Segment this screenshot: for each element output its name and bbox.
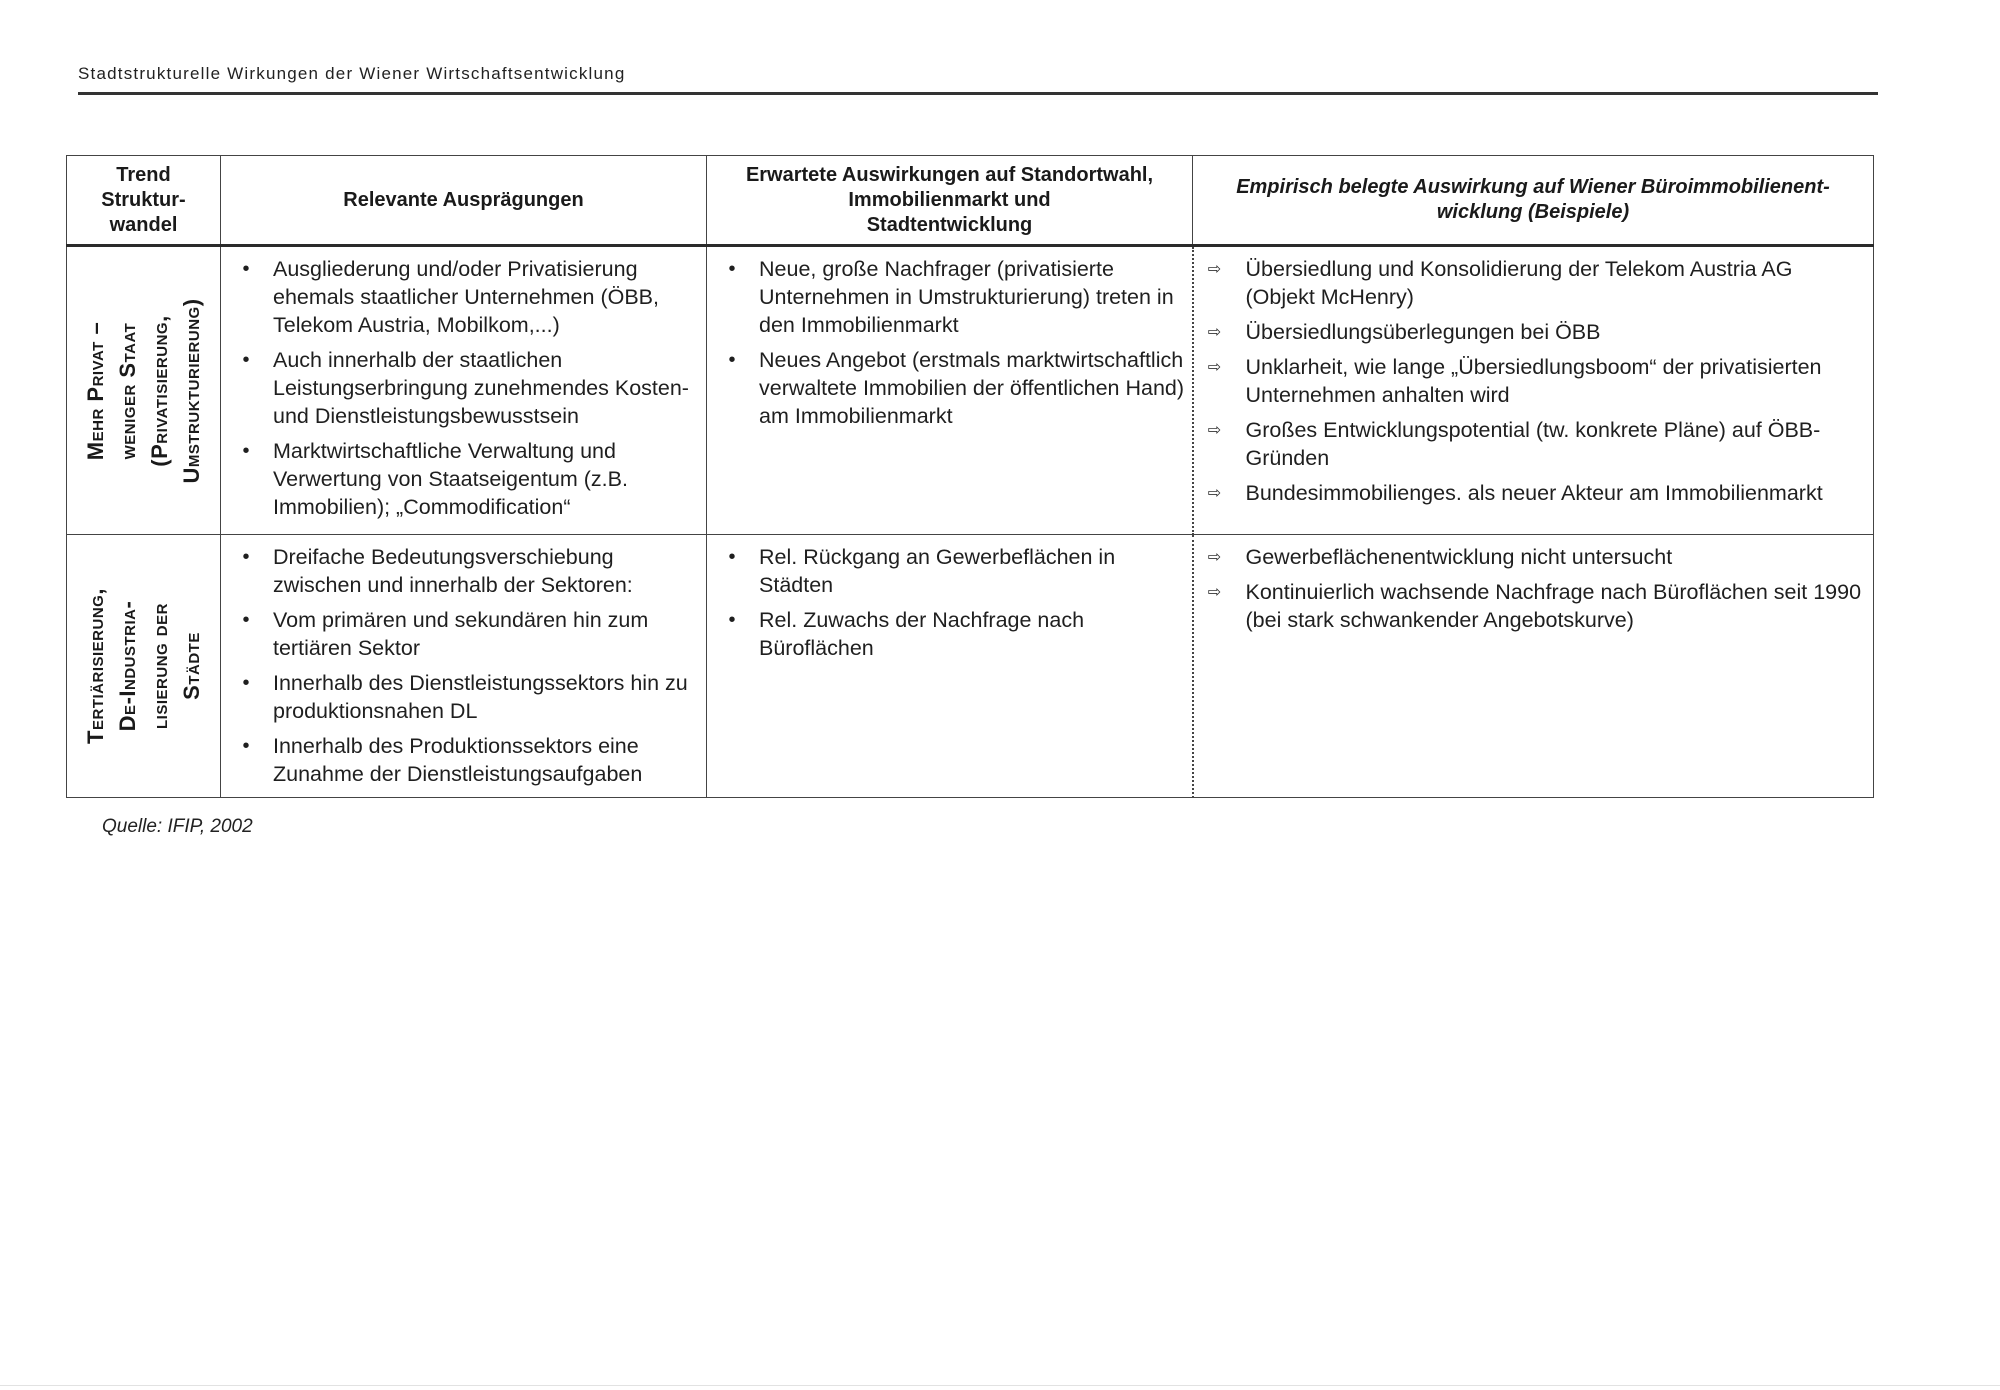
header-trend-line: Struktur- xyxy=(101,188,186,211)
list-item-text: Auch innerhalb der staatlichen Leistungserbringung zunehmendes Kosten- und Dienstleistungsbewusstsein xyxy=(273,348,689,428)
header-empirical-line: Empirisch belegte Auswirkung auf Wiener Büroimmobilienent- xyxy=(1236,176,1830,198)
trend-label-line: weniger Staat xyxy=(114,322,140,459)
trend-label-line: De-Industria- xyxy=(114,600,140,732)
header-rule xyxy=(78,92,1878,95)
header-empirical xyxy=(1193,156,1874,246)
arrow-right-icon: ⇨ xyxy=(1207,359,1222,376)
relevant-cell xyxy=(221,246,707,535)
bullet-icon: • xyxy=(242,440,250,462)
bullet-icon: • xyxy=(728,609,736,631)
list-item-text: Übersiedlungsüberlegungen bei ÖBB xyxy=(1245,320,1601,344)
list-item-text: Rel. Rückgang an Gewerbeflächen in Städten xyxy=(759,545,1116,597)
header-relevant: Relevante Ausprägungen xyxy=(221,156,707,246)
list-item-text: Vom primären und sekundären hin zum tertiären Sektor xyxy=(273,608,649,660)
list-item-text: Rel. Zuwachs der Nachfrage nach Büroflächen xyxy=(759,608,1085,660)
empirical-cell xyxy=(1193,246,1874,535)
bullet-icon: • xyxy=(242,735,250,757)
list-item-text: Innerhalb des Dienstleistungssektors hin zu produktionsnahen DL xyxy=(273,671,688,723)
arrow-right-icon: ⇨ xyxy=(1207,584,1222,601)
relevant-cell xyxy=(221,535,707,798)
trend-label-line: Umstrukturierung) xyxy=(178,297,204,484)
page-header: Stadtstrukturelle Wirkungen der Wiener Wirtschaftsentwicklung xyxy=(78,64,626,83)
trend-label-line: lisierung der xyxy=(146,603,172,729)
list-item-text: Marktwirtschaftliche Verwaltung und Verwertung von Staatseigentum (z.B. Immobilien); „Commodification“ xyxy=(273,439,628,519)
trend-label xyxy=(80,588,208,744)
source-note: Quelle: IFIP, 2002 xyxy=(102,816,253,837)
bullet-icon: • xyxy=(728,258,736,280)
list-item xyxy=(229,732,700,788)
list-item-text: Großes Entwicklungspotential (tw. konkrete Pläne) auf ÖBB-Gründen xyxy=(1245,418,1821,470)
list-item xyxy=(715,346,1186,430)
list-item xyxy=(229,437,700,521)
header-expected-line: Stadtentwicklung xyxy=(866,213,1033,236)
list-item xyxy=(1202,255,1868,311)
list-item xyxy=(1202,318,1868,346)
arrow-right-icon: ⇨ xyxy=(1207,422,1222,439)
list-item-text: Übersiedlung und Konsolidierung der Telekom Austria AG (Objekt McHenry) xyxy=(1245,257,1793,309)
trend-label-line: (Privatisierung, xyxy=(146,314,172,467)
list-item xyxy=(715,543,1186,599)
empirical-cell xyxy=(1193,535,1874,798)
arrow-right-icon: ⇨ xyxy=(1207,549,1222,566)
arrow-right-icon: ⇨ xyxy=(1207,324,1222,341)
header-expected-line: Erwartete Auswirkungen auf Standortwahl, xyxy=(745,163,1154,186)
arrow-right-icon: ⇨ xyxy=(1207,485,1222,502)
header-expected-line: Immobilienmarkt und xyxy=(848,188,1051,211)
header-row xyxy=(67,156,1874,246)
list-item-text: Unklarheit, wie lange „Übersiedlungsboom“ der privatisierten Unternehmen anhalten wird xyxy=(1245,355,1822,407)
trend-label xyxy=(80,298,208,483)
expected-cell xyxy=(707,246,1193,535)
list-item-text: Ausgliederung und/oder Privatisierung ehemals staatlicher Unternehmen (ÖBB, Telekom Austria, Mobilkom,...) xyxy=(273,257,659,337)
list-item xyxy=(229,669,700,725)
table-row xyxy=(67,246,1874,535)
trend-cell-privatisation xyxy=(67,246,221,535)
trend-table-wrapper xyxy=(66,155,1873,798)
list-item-text: Neue, große Nachfrager (privatisierte Unternehmen in Umstrukturierung) treten in den Immobilienmarkt xyxy=(759,257,1174,337)
expected-list xyxy=(707,255,1192,430)
expected-cell xyxy=(707,535,1193,798)
empirical-list xyxy=(1194,255,1874,507)
empirical-list xyxy=(1194,543,1874,634)
header-trend xyxy=(67,156,221,246)
header-trend-line: wandel xyxy=(109,213,178,236)
page-edge-line xyxy=(0,1385,2000,1386)
bullet-icon: • xyxy=(728,546,736,568)
trend-table xyxy=(66,155,1874,798)
relevant-list xyxy=(221,543,706,788)
bullet-icon: • xyxy=(242,546,250,568)
list-item xyxy=(715,606,1186,662)
bullet-icon: • xyxy=(242,349,250,371)
arrow-right-icon: ⇨ xyxy=(1207,261,1222,278)
list-item-text: Gewerbeflächenentwicklung nicht untersucht xyxy=(1245,545,1673,569)
trend-label-line: Städte xyxy=(178,632,204,700)
header-trend-line: Trend xyxy=(116,163,171,186)
list-item xyxy=(715,255,1186,339)
list-item-text: Dreifache Bedeutungsverschiebung zwischen und innerhalb der Sektoren: xyxy=(273,545,633,597)
bullet-icon: • xyxy=(242,258,250,280)
list-item-text: Neues Angebot (erstmals marktwirtschaftlich verwaltete Immobilien der öffentlichen Hand) am Immobilienmarkt xyxy=(759,348,1185,428)
list-item xyxy=(229,255,700,339)
bullet-icon: • xyxy=(728,349,736,371)
list-item xyxy=(229,606,700,662)
list-item xyxy=(229,346,700,430)
list-item-text: Kontinuierlich wachsende Nachfrage nach Büroflächen seit 1990 (bei stark schwankender Angebotskurve) xyxy=(1245,580,1862,632)
relevant-list xyxy=(221,255,706,521)
list-item xyxy=(1202,578,1868,634)
expected-list xyxy=(707,543,1192,662)
trend-label-line: Tertiärisierung, xyxy=(82,588,108,744)
list-item-text: Bundesimmobilienges. als neuer Akteur am Immobilienmarkt xyxy=(1245,481,1823,505)
table-row xyxy=(67,535,1874,798)
bullet-icon: • xyxy=(242,609,250,631)
list-item xyxy=(1202,416,1868,472)
list-item xyxy=(1202,479,1868,507)
list-item xyxy=(1202,353,1868,409)
bullet-icon: • xyxy=(242,672,250,694)
trend-label-line: Mehr Privat – xyxy=(82,321,108,460)
list-item-text: Innerhalb des Produktionssektors eine Zunahme der Dienstleistungsaufgaben xyxy=(273,734,643,786)
header-empirical-line: wicklung (Beispiele) xyxy=(1436,201,1630,223)
header-expected xyxy=(707,156,1193,246)
trend-cell-tertiarisation xyxy=(67,535,221,798)
list-item xyxy=(229,543,700,599)
list-item xyxy=(1202,543,1868,571)
